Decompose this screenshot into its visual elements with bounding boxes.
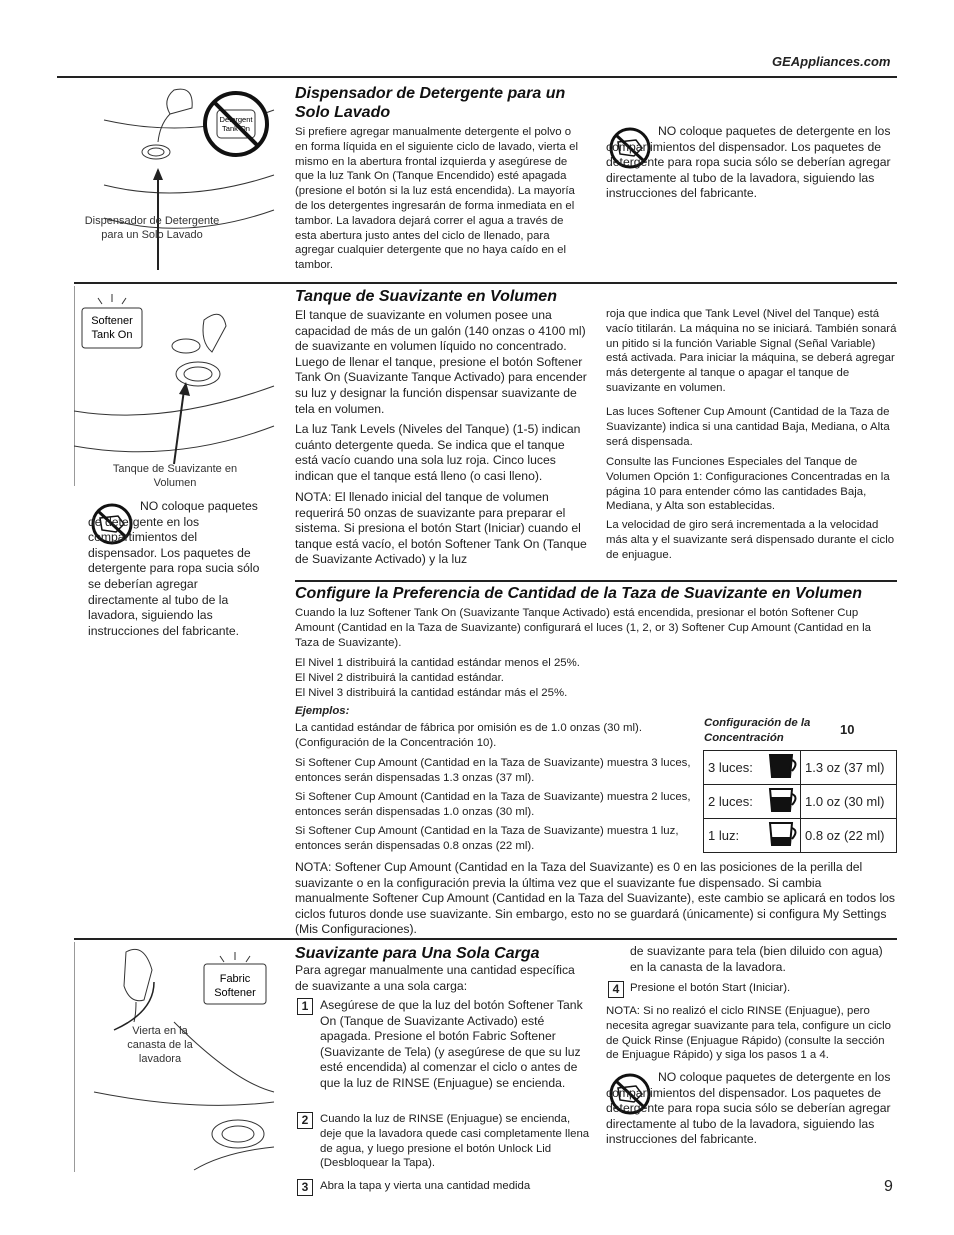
level-1-text: El Nivel 1 distribuirá la cantidad estándar menos el 25%. bbox=[295, 657, 580, 669]
amount-cell: 1.3 oz (37 ml) bbox=[801, 751, 897, 785]
section-rule bbox=[74, 282, 897, 284]
table-row bbox=[704, 785, 897, 819]
section-paragraph: Las luces Softener Cup Amount (Cantidad de la Taza de Suavizante) indica si una cantidad Baja, Mediana, o Alta será dispensada. bbox=[606, 406, 890, 448]
header-rule bbox=[57, 76, 897, 78]
section-title: Configure la Preferencia de Cantidad de la Taza de Suavizante en Volumen bbox=[295, 585, 862, 602]
cup-low-icon bbox=[766, 819, 800, 849]
fabric-label-1: Fabric bbox=[219, 973, 251, 985]
cup-medium-icon bbox=[766, 785, 800, 815]
step-4 bbox=[608, 981, 630, 998]
site-url[interactable]: GEAppliances.com bbox=[772, 54, 891, 69]
section-paragraph: roja que indica que Tank Level (Nivel del Tanque) está vacío titilarán. La máquina no se iniciará. También sonará un pitido si la función Variable Signal (Señal Variable) está activada. Para iniciar la máquina, se deberá agregar más detergente al tanque o apagar el tanque de suavizante en volumen. bbox=[606, 308, 897, 394]
note-text: NOTA: Softener Cup Amount (Cantidad en la Taza del Suavizante) es 0 en las posiciones de la perilla del suavizante o en la configuración previa la última vez que el suavizante fue dispensado. Si cambia manualmente Softener Cup Amount (Cantidad en la Taza del Suavizante), este cambio se aplicará en todos los ciclos futuros donde use suavizante. Sin embargo, esto no se guardará (únicamente) si configura My Settings (Mis Configuraciones). bbox=[295, 860, 896, 937]
page-number: 9 bbox=[884, 1178, 893, 1195]
examples-label: Ejemplos: bbox=[295, 705, 350, 717]
section-body: Si prefiere agregar manualmente detergente el polvo o en forma líquida en el siguiente ciclo de lavado, vierta el mismo en la abertura frontal izquierda y asegúrese de que la luz Tank On (Tanque Encendido) esté apagada (presione el botón si la luz está encendida). La mayoría de los detergentes ingresarán de forma inmediata en el tambor. La lavadora dejará correr el agua a través de esta abertura justo antes del ciclo de llenado, para agregar cualquier detergente que no haya caído en el tambor. bbox=[295, 126, 579, 272]
cup-full-icon bbox=[766, 751, 800, 781]
section-rule bbox=[74, 938, 897, 940]
softener-tank-illustration bbox=[74, 286, 286, 486]
step-number: 4 bbox=[608, 981, 624, 998]
dispenser-label-2: Tank On bbox=[222, 124, 250, 133]
section-paragraph: Consulte las Funciones Especiales del Tanque de Volumen Opción 1: Configuraciones Concentradas en la página 10 para entender cómo las cantidades Baja, Mediana, y Alta son establecidas. bbox=[606, 456, 890, 513]
step-number: 3 bbox=[297, 1179, 313, 1196]
example-text: La cantidad estándar de fábrica por omisión es de 1.0 onzas (30 ml). (Configuración de la Concentración 10). bbox=[295, 722, 642, 749]
step-3-continued: de suavizante para tela (bien diluido con agua) en la canasta de la lavadora. bbox=[630, 944, 883, 974]
section-title: Tanque de Suavizante en Volumen bbox=[295, 288, 557, 305]
amount-cell: 0.8 oz (22 ml) bbox=[801, 819, 897, 853]
softener-label-1: Softener bbox=[91, 315, 133, 327]
section-paragraph: Cuando la luz Softener Tank On (Suavizante Tanque Activado) está encendida, presionar el botón Softener Cup Amount (Cantidad en la Taza de Suavizante) configurará el luces (1, 2, or 3) Softener Cup Amount (Cantidad en la Taza de Suavizante). bbox=[295, 607, 871, 649]
step-number: 1 bbox=[297, 998, 313, 1015]
softener-label-2: Tank On bbox=[91, 329, 133, 341]
section-title: Suavizante para Una Sola Carga bbox=[295, 945, 540, 962]
cup-icon-cell bbox=[766, 819, 801, 853]
step-3-text: Abra la tapa y vierta una cantidad medida bbox=[320, 1180, 531, 1192]
lights-cell: 1 luz: bbox=[704, 819, 767, 853]
step-1-text: Asegúrese de que la luz del botón Softener Tank On (Tanque de Suavizante Activado) esté apagada. Presione el botón Fabric Softener (Suavizante de Tela) (y asegúrese de que su luz esté encendida) al comenzar el ciclo o antes de que la luz de RINSE (Enjuague) se encienda. bbox=[320, 998, 583, 1090]
cup-icon-cell bbox=[766, 751, 801, 785]
section-paragraph: La velocidad de giro será incrementada a la velocidad más alta y el suavizante será dispensado durante el ciclo de enjuague. bbox=[606, 519, 895, 561]
step-3 bbox=[297, 1179, 319, 1196]
figure-caption: Dispensador de Detergente para un Solo Lavado bbox=[84, 215, 220, 241]
section-rule bbox=[295, 580, 897, 582]
step-4-text: Presione el botón Start (Iniciar). bbox=[630, 982, 791, 994]
level-3-text: El Nivel 3 distribuirá la cantidad estándar más el 25%. bbox=[295, 687, 568, 699]
warning-text: NO coloque paquetes de detergente en los compartimientos del dispensador. Los paquetes de detergente para ropa sucia sólo se deberían agregar directamente al tubo de la lavadora, siguiendo las instrucciones del fabricante. bbox=[606, 124, 891, 201]
level-2-text: El Nivel 2 distribuirá la cantidad estándar. bbox=[295, 672, 504, 684]
figure-caption: Tanque de Suavizante en Volumen bbox=[112, 463, 238, 489]
section-paragraph: La luz Tank Levels (Niveles del Tanque) (1-5) indican cuánto detergente queda. Se indica que el tanque está vacío cuando una sola luz roja. Cinco luces indican que el tanque está lleno (o casi lleno). bbox=[295, 422, 581, 483]
section-title: Dispensador de Detergente para un Solo Lavado bbox=[295, 85, 566, 121]
concentration-table bbox=[703, 750, 897, 853]
example-text: Si Softener Cup Amount (Cantidad en la Taza de Suavizante) muestra 1 luz, entonces serán dispensadas 0.8 onzas (22 ml). bbox=[295, 825, 679, 852]
concentration-table-head: Configuración de la Concentración bbox=[704, 717, 811, 744]
amount-cell: 1.0 oz (30 ml) bbox=[801, 785, 897, 819]
step-2 bbox=[297, 1112, 319, 1129]
note-text: NOTA: Si no realizó el ciclo RINSE (Enjuague), pero necesita agregar suavizante para tela, configure un ciclo de Quick Rinse (Enjuague Rápido) (consulte la sección de Enjuague Rápido) y siga los pasos 1 a 4. bbox=[606, 1005, 891, 1062]
warning-text: NO coloque paquetes de detergente en los compartimientos del dispensador. Los paquetes de detergente para ropa sucia sólo se deberían agregar directamente al tubo de la lavadora, siguiendo las instrucciones del fabricante. bbox=[88, 499, 260, 638]
table-row bbox=[704, 751, 897, 785]
table-row bbox=[704, 819, 897, 853]
example-text: Si Softener Cup Amount (Cantidad en la Taza de Suavizante) muestra 3 luces, entonces serán dispensadas 1.3 onzas (37 ml). bbox=[295, 757, 691, 784]
section-paragraph: El tanque de suavizante en volumen posee una capacidad de más de un galón (140 onzas o 4100 ml) de suavizante en volumen líquido no concentrado. Luego de llenar el tanque, presione el botón Softener Tank On (Suavizante Tanque Activado) para encender su luz y designar la función dispensar suavizante de tela en volumen. bbox=[295, 308, 587, 416]
fabric-label-2: Softener bbox=[214, 987, 256, 999]
figure-caption: Vierta en la canasta de la lavadora bbox=[127, 1025, 193, 1065]
lights-cell: 3 luces: bbox=[704, 751, 767, 785]
step-number: 2 bbox=[297, 1112, 313, 1129]
section-paragraph: NOTA: El llenado inicial del tanque de volumen requerirá 50 onzas de suavizante para preparar el sistema. Si presiona el botón Start (Iniciar) cuando el tanque está vacío, el botón Softener Tank On (Tanque de Suavizante Activado) y la luz bbox=[295, 490, 587, 567]
intro-text: Para agregar manualmente una cantidad específica de suavizante a una sola carga: bbox=[295, 963, 575, 993]
example-text: Si Softener Cup Amount (Cantidad en la Taza de Suavizante) muestra 2 luces, entonces serán dispensadas 1.0 onzas (30 ml). bbox=[295, 791, 691, 818]
lights-cell: 2 luces: bbox=[704, 785, 767, 819]
warning-text: NO coloque paquetes de detergente en los compartimientos del dispensador. Los paquetes de detergente para ropa sucia sólo se deberían agregar directamente al tubo de la lavadora, siguiendo las instrucciones del fabricante. bbox=[606, 1070, 891, 1147]
dispenser-label-1: Detergent bbox=[219, 115, 253, 124]
step-2-text: Cuando la luz de RINSE (Enjuague) se encienda, deje que la lavadora quede casi completamente llena de agua, y luego presione el botón Unlock Lid (Desbloquear la Tapa). bbox=[320, 1113, 590, 1170]
concentration-value: 10 bbox=[840, 722, 855, 737]
cup-icon-cell bbox=[766, 785, 801, 819]
detergent-dispenser-illustration bbox=[74, 80, 286, 275]
